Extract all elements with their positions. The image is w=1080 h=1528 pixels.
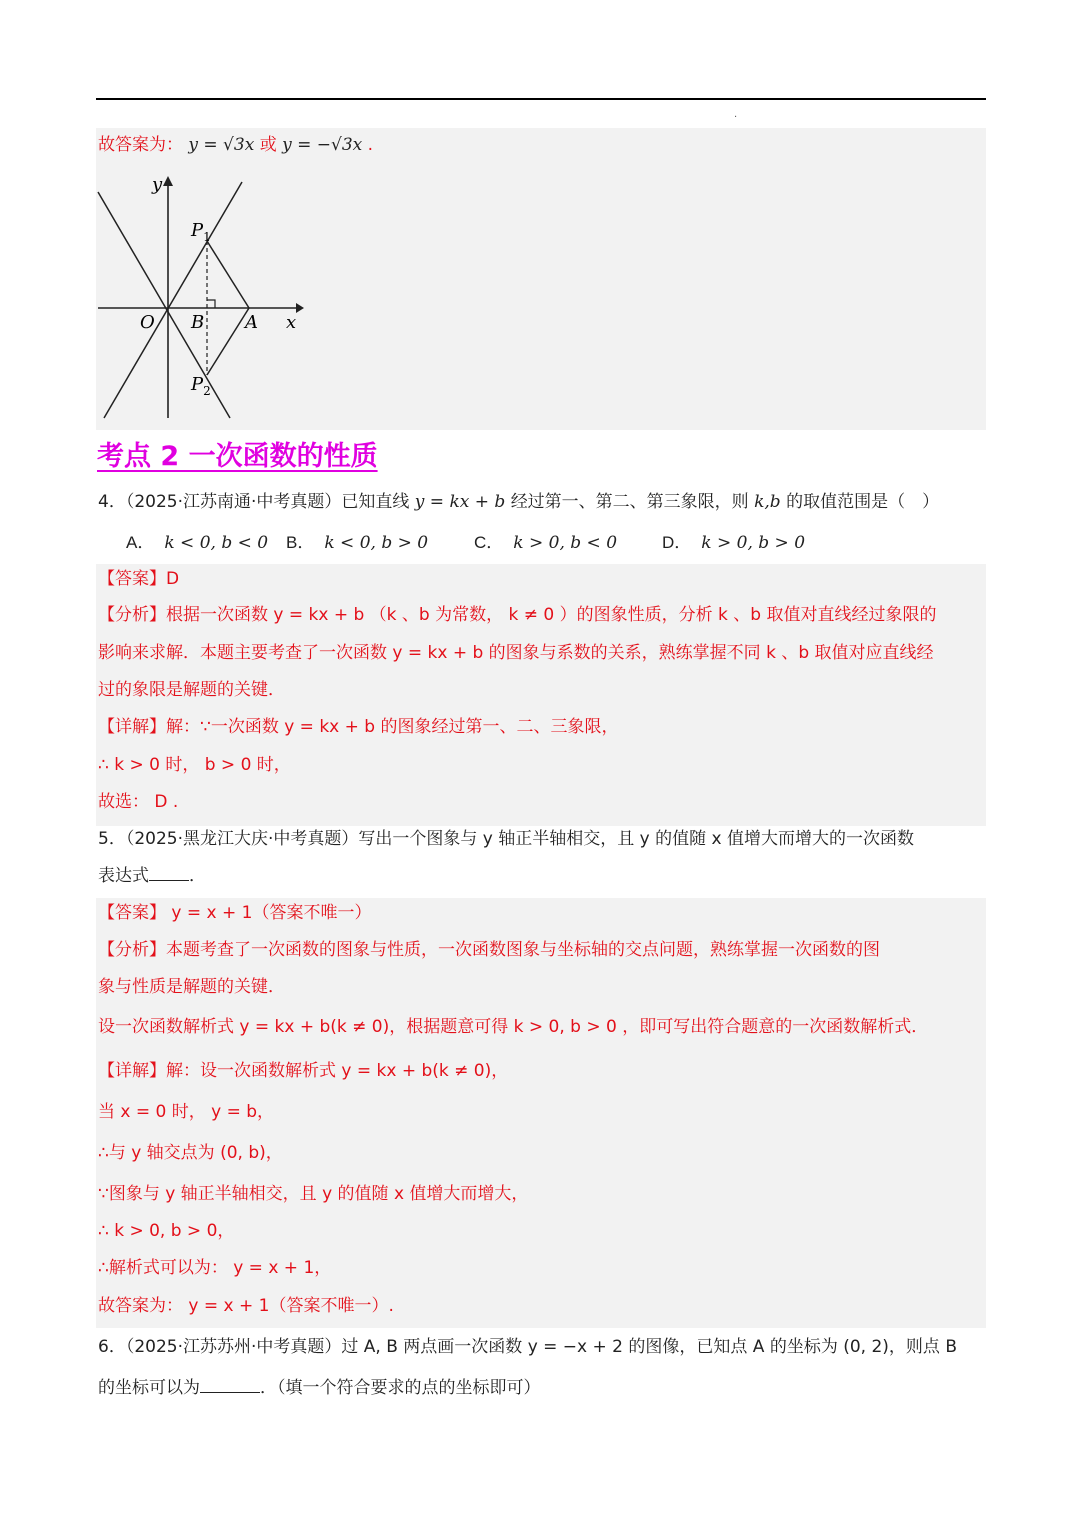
answer-prefix: 故答案为： <box>98 135 183 155</box>
q4-option-c[interactable]: C． k > 0, b < 0 <box>474 533 618 553</box>
q5-analysis-2: 象与性质是解题的关键． <box>98 977 285 997</box>
label-p2: $P_2$ <box>191 374 211 398</box>
q6-stem-2: 的坐标可以为 ．（填一个符合要求的点的坐标即可） <box>98 1378 541 1398</box>
segment-p1-a <box>207 241 249 308</box>
q4-stem-math2: k,b <box>754 492 781 512</box>
q4-analysis-1: 【分析】根据一次函数 y = kx + b （k 、b 为常数， k ≠ 0 ）的图象性质，分析 k 、b 取值对直线经过象限的 <box>98 605 937 625</box>
answer-eq2: y = −√3x <box>282 135 363 155</box>
header-rule <box>96 98 986 100</box>
q5-detail-1: 【详解】解：设一次函数解析式 y = kx + b(k ≠ 0)， <box>98 1061 509 1081</box>
label-p1: $P_1$ <box>191 220 211 244</box>
q5-detail-7: 故答案为： y = x + 1（答案不唯一）. <box>98 1296 394 1316</box>
q5-detail-3: ∴与 y 轴交点为 (0, b)， <box>98 1143 283 1163</box>
q5-detail-6: ∴解析式可以为： y = x + 1， <box>98 1258 332 1278</box>
q4-stem-math: y = kx + b <box>414 492 506 512</box>
y-axis-arrow <box>163 176 173 186</box>
q5-stem-1: 5．（2025·黑龙江大庆·中考真题）写出一个图象与 y 轴正半轴相交，且 y 的值随 x 值增大而增大的一次函数 <box>98 829 914 849</box>
q5-detail-4: ∵图象与 y 轴正半轴相交，且 y 的值随 x 值增大而增大， <box>98 1184 529 1204</box>
q5-answer-blank[interactable] <box>149 864 189 881</box>
q4-detail-3: 故选： D . <box>98 792 179 812</box>
right-angle-mark <box>207 300 215 308</box>
q4-analysis-3: 过的象限是解题的关键． <box>98 680 285 700</box>
answer-or: 或 <box>259 135 277 155</box>
header-dot: · <box>734 112 738 123</box>
section-heading: 考点 2 一次函数的性质 <box>97 441 378 472</box>
label-a: A <box>245 312 258 333</box>
x-axis-arrow <box>296 303 304 313</box>
q4-stem-b: 经过第一、第二、第三象限，则 <box>510 492 749 512</box>
q4-analysis-2: 影响来求解．本题主要考查了一次函数 y = kx + b 的图象与系数的关系，熟练掌握不同 k 、b 取值对应直线经 <box>98 643 934 663</box>
q4-stem <box>98 491 939 513</box>
q5-answer: 【答案】 y = x + 1（答案不唯一） <box>98 903 372 923</box>
q5-analysis-3: 设一次函数解析式 y = kx + b(k ≠ 0)，根据题意可得 k > 0, b > 0 ，即可写出符合题意的一次函数解析式． <box>98 1017 929 1037</box>
q6-answer-blank[interactable] <box>200 1376 260 1393</box>
q5-detail-5: ∴ k > 0, b > 0， <box>98 1221 235 1241</box>
q4-stem-a: 4．（2025·江苏南通·中考真题）已知直线 <box>98 492 410 512</box>
q4-answer: 【答案】D <box>98 569 180 589</box>
label-b: B <box>191 312 205 333</box>
q4-detail-1: 【详解】解：∵一次函数 y = kx + b 的图象经过第一、二、三象限， <box>98 717 619 737</box>
answer-eq1: y = √3x <box>188 135 255 155</box>
q4-stem-c: 的取值范围是（ ） <box>786 492 940 512</box>
label-y: y <box>152 174 163 195</box>
q4-option-d[interactable]: D． k > 0, b > 0 <box>662 533 806 553</box>
function-graph <box>96 170 316 425</box>
q4-detail-2: ∴ k > 0 时， b > 0 时， <box>98 755 291 775</box>
q4-option-b[interactable]: B． k < 0, b > 0 <box>286 533 429 553</box>
label-o: O <box>140 312 155 333</box>
segment-a-p2 <box>207 308 249 375</box>
q4-option-a[interactable]: A． k < 0, b < 0 <box>126 533 269 553</box>
answer-end: . <box>367 135 374 155</box>
label-x: x <box>286 312 297 333</box>
q6-stem-1: 6．（2025·江苏苏州·中考真题）过 A, B 两点画一次函数 y = −x + 2 的图像，已知点 A 的坐标为 (0, 2)，则点 B <box>98 1337 957 1357</box>
line-positive-slope <box>104 182 242 418</box>
top-answer-line <box>98 134 373 156</box>
q5-stem-2: 表达式 ． <box>98 866 206 886</box>
q5-detail-2: 当 x = 0 时， y = b， <box>98 1102 275 1122</box>
q5-analysis-1: 【分析】本题考查了一次函数的图象与性质，一次函数图象与坐标轴的交点问题，熟练掌握一次函数的图 <box>98 940 880 960</box>
